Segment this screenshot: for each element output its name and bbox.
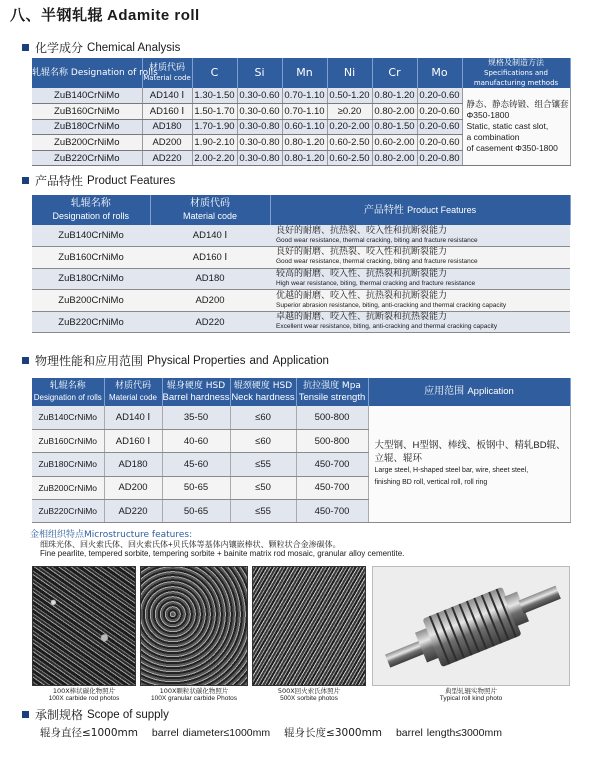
- cell-code: AD140 Ⅰ: [142, 88, 192, 104]
- cell-ni: 0.60-2.50: [327, 135, 372, 151]
- cell-tensile: 450-700: [296, 453, 368, 476]
- cell-code: AD160 Ⅰ: [104, 429, 162, 452]
- bullet-square-icon: [22, 711, 29, 718]
- cell-roll: ZuB200CrNiMo: [32, 290, 150, 312]
- cell-code: AD180: [142, 119, 192, 135]
- cell-tensile: 500-800: [296, 406, 368, 429]
- bullet-square-icon: [22, 177, 29, 184]
- cell-mn: 0.80-1.20: [282, 135, 327, 151]
- cell-roll: ZuB180CrNiMo: [32, 453, 104, 476]
- header-neck: 辊颈硬度 HSD Neck hardness: [230, 378, 296, 406]
- cell-neck: ≤60: [230, 429, 296, 452]
- cell-cr: 0.80-1.20: [372, 88, 417, 104]
- physical-heading-en: Physical Properties: [147, 354, 246, 367]
- cell-code: AD160 Ⅰ: [142, 104, 192, 120]
- cell-mn: 0.70-1.10: [282, 104, 327, 120]
- roll-illustration-icon: [373, 567, 571, 687]
- cell-si: 0.30-0.80: [237, 150, 282, 166]
- cell-code: AD200: [150, 290, 270, 312]
- scope-heading-en: Scope of supply: [87, 708, 169, 721]
- cell-c: 1.50-1.70: [192, 104, 237, 120]
- cell-barrel: 40-60: [162, 429, 230, 452]
- cell-roll: ZuB220CrNiMo: [32, 311, 150, 333]
- cell-tensile: 450-700: [296, 476, 368, 499]
- cell-mo: 0.20-0.60: [417, 104, 462, 120]
- cell-code: AD180: [150, 268, 270, 290]
- header-mn: Mn: [282, 58, 327, 88]
- page-title-cn: 八、半钢轧辊: [10, 6, 104, 24]
- cell-neck: ≤50: [230, 476, 296, 499]
- cell-roll: ZuB160CrNiMo: [32, 429, 104, 452]
- cell-roll: ZuB220CrNiMo: [32, 500, 104, 523]
- cell-neck: ≤55: [230, 500, 296, 523]
- scope-diameter-en: barrel diameter≤1000mm: [151, 727, 271, 739]
- cell-ni: 0.20-2.00: [327, 119, 372, 135]
- cell-feature: 良好的耐磨、抗热裂、咬入性和抗断裂能力 Good wear resistance, thermal cracking, biting and fracture resistance: [270, 225, 570, 247]
- bullet-square-icon: [22, 357, 29, 364]
- chemical-table: [32, 58, 571, 166]
- table-row: [32, 88, 570, 104]
- header-application: 应用范围 Application: [368, 378, 570, 406]
- header-mo: Mo: [417, 58, 462, 88]
- cell-barrel: 35-50: [162, 406, 230, 429]
- cell-mo: 0.20-0.60: [417, 88, 462, 104]
- cell-roll: ZuB200CrNiMo: [32, 135, 142, 151]
- features-heading-cn: 产品特性: [35, 174, 84, 188]
- cell-code: AD220: [142, 150, 192, 166]
- physical-heading-and: and: [249, 354, 269, 367]
- microstructure-heading: 金相组织特点Microstructure features:: [30, 530, 193, 540]
- scope-heading-cn: 承制规格: [35, 708, 84, 722]
- cell-cr: 0.60-2.00: [372, 135, 417, 151]
- cell-ni: 0.50-1.20: [327, 88, 372, 104]
- cell-roll: ZuB140CrNiMo: [32, 225, 150, 247]
- cell-c: 1.70-1.90: [192, 119, 237, 135]
- header-code: 材质代码 Material code: [150, 195, 270, 225]
- cell-roll: ZuB160CrNiMo: [32, 247, 150, 269]
- header-spec: 规格及制造方法 Specifications and manufacturing methods: [462, 58, 570, 88]
- table-row: [32, 225, 570, 247]
- header-barrel: 辊身硬度 HSD Barrel hardness: [162, 378, 230, 406]
- cell-cr: 0.80-2.00: [372, 150, 417, 166]
- typical-roll-photo: [372, 566, 570, 686]
- cell-mn: 0.60-1.10: [282, 119, 327, 135]
- caption-carbide-rod: 100X棒状碳化物照片 100X carbide rod photos: [48, 687, 120, 702]
- cell-roll: ZuB180CrNiMo: [32, 268, 150, 290]
- header-roll: 轧辊名称 Designation of rolls: [32, 378, 104, 406]
- physical-heading-en2: Application: [272, 354, 329, 367]
- header-code: 材质代码 Material code: [142, 58, 192, 88]
- cell-si: 0.30-0.80: [237, 135, 282, 151]
- features-heading-en: Product Features: [87, 174, 176, 187]
- header-c: C: [192, 58, 237, 88]
- physical-heading-cn: 物理性能和应用范围: [35, 354, 144, 368]
- cell-si: 0.30-0.60: [237, 104, 282, 120]
- header-features: 产品特性 Product Features: [270, 195, 570, 225]
- table-row: [32, 247, 570, 269]
- granular-carbide-photo: [140, 566, 248, 686]
- cell-mn: 0.80-1.20: [282, 150, 327, 166]
- chemical-header-row: [32, 58, 570, 88]
- cell-code: AD180: [104, 453, 162, 476]
- scope-heading: [22, 706, 169, 723]
- cell-neck: ≤60: [230, 406, 296, 429]
- cell-feature: 良好的耐磨、抗热裂、咬入性和抗断裂能力 Good wear resistance, thermal cracking, biting and fracture resistance: [270, 247, 570, 269]
- cell-ni: ≥0.20: [327, 104, 372, 120]
- cell-si: 0.30-0.80: [237, 119, 282, 135]
- cell-mn: 0.70-1.10: [282, 88, 327, 104]
- cell-roll: ZuB140CrNiMo: [32, 406, 104, 429]
- chemical-heading-en: Chemical Analysis: [87, 41, 181, 54]
- cell-barrel: 50-65: [162, 476, 230, 499]
- header-si: Si: [237, 58, 282, 88]
- cell-code: AD220: [104, 500, 162, 523]
- table-row: [32, 311, 570, 333]
- cell-c: 1.90-2.10: [192, 135, 237, 151]
- cell-barrel: 50-65: [162, 500, 230, 523]
- cell-roll: ZuB180CrNiMo: [32, 119, 142, 135]
- table-row: [32, 268, 570, 290]
- cell-spec: 静态、静态铸锻、组合镶套 Φ350-1800 Static, static cast slot, a combination of casement Φ350-1800: [462, 88, 570, 166]
- cell-neck: ≤55: [230, 453, 296, 476]
- features-heading: [22, 172, 175, 189]
- physical-header-row: [32, 378, 570, 406]
- chemical-heading: [22, 39, 180, 56]
- cell-code: AD140 Ⅰ: [104, 406, 162, 429]
- microstructure-text-en: Fine pearlite, tempered sorbite, tempering sorbite + bainite matrix rod mosaic, granular alloy cementite.: [40, 549, 405, 558]
- scope-values: [40, 725, 512, 740]
- cell-cr: 0.80-2.00: [372, 104, 417, 120]
- table-row: [32, 406, 570, 429]
- caption-sorbite: 500X回火索氏体照片 500X sorbite photos: [277, 687, 341, 702]
- scope-length-cn: 辊身长度≤3000mm: [284, 727, 383, 739]
- caption-typical-roll: 典型轧辊实物照片 Typical roll kind photo: [439, 687, 503, 702]
- sorbite-photo: [252, 566, 366, 686]
- cell-roll: ZuB160CrNiMo: [32, 104, 142, 120]
- cell-mo: 0.20-0.80: [417, 150, 462, 166]
- header-roll: 轧辊名称 Designation of rolls: [32, 58, 142, 88]
- cell-feature: 卓越的耐磨、咬入性、抗断裂和抗热裂能力 Excellent wear resistance, biting, anti-cracking and thermal cracking capacity: [270, 311, 570, 333]
- cell-code: AD160 Ⅰ: [150, 247, 270, 269]
- physical-heading: [22, 352, 329, 369]
- page-title-en: Adamite roll: [107, 7, 200, 24]
- cell-c: 1.30-1.50: [192, 88, 237, 104]
- cell-roll: ZuB220CrNiMo: [32, 150, 142, 166]
- chemical-heading-cn: 化学成分: [35, 41, 84, 55]
- cell-c: 2.00-2.20: [192, 150, 237, 166]
- physical-table: [32, 378, 571, 523]
- header-ni: Ni: [327, 58, 372, 88]
- cell-mo: 0.20-0.60: [417, 119, 462, 135]
- header-cr: Cr: [372, 58, 417, 88]
- cell-barrel: 45-60: [162, 453, 230, 476]
- cell-feature: 较高的耐磨、咬入性、抗热裂和抗断裂能力 High wear resistance, biting, thermal cracking and fracture resistance: [270, 268, 570, 290]
- cell-ni: 0.60-2.50: [327, 150, 372, 166]
- cell-code: AD140 Ⅰ: [150, 225, 270, 247]
- cell-roll: ZuB200CrNiMo: [32, 476, 104, 499]
- header-tensile: 抗拉强度 Mpa Tensile strength: [296, 378, 368, 406]
- cell-code: AD200: [142, 135, 192, 151]
- cell-tensile: 450-700: [296, 500, 368, 523]
- table-row: [32, 290, 570, 312]
- microstructure-text-cn: 细珠光体、回火索氏体、回火索氏体+贝氏体等基体内镶嵌棒状、颗粒状合金渗碳体。: [40, 540, 341, 549]
- carbide-rod-photo: [32, 566, 136, 686]
- cell-mo: 0.20-0.60: [417, 135, 462, 151]
- bullet-square-icon: [22, 44, 29, 51]
- features-header-row: [32, 195, 570, 225]
- scope-length-en: barrel length≤3000mm: [395, 727, 502, 739]
- page-title: [10, 4, 200, 25]
- header-roll: 轧辊名称 Designation of rolls: [32, 195, 150, 225]
- cell-tensile: 500-800: [296, 429, 368, 452]
- cell-cr: 0.80-1.50: [372, 119, 417, 135]
- cell-si: 0.30-0.60: [237, 88, 282, 104]
- cell-roll: ZuB140CrNiMo: [32, 88, 142, 104]
- cell-application: 大型钢、H型钢、棒线、板钢中、精轧BD辊、 立辊、辊环 Large steel, H-shaped steel bar, wire, sheet steel, finishing BD roll, vertical roll, roll ring: [368, 406, 570, 523]
- cell-code: AD200: [104, 476, 162, 499]
- caption-granular-carbide: 100X颗粒状碳化物照片 100X granular carbide Photos: [150, 687, 237, 702]
- cell-feature: 优越的耐磨、咬入性、抗热裂和抗断裂能力 Superior abrasion resistance, biting, anti-cracking and thermal cracking capacity: [270, 290, 570, 312]
- features-table: [32, 195, 571, 333]
- cell-code: AD220: [150, 311, 270, 333]
- header-code: 材质代码 Material code: [104, 378, 162, 406]
- scope-diameter-cn: 辊身直径≤1000mm: [40, 727, 138, 739]
